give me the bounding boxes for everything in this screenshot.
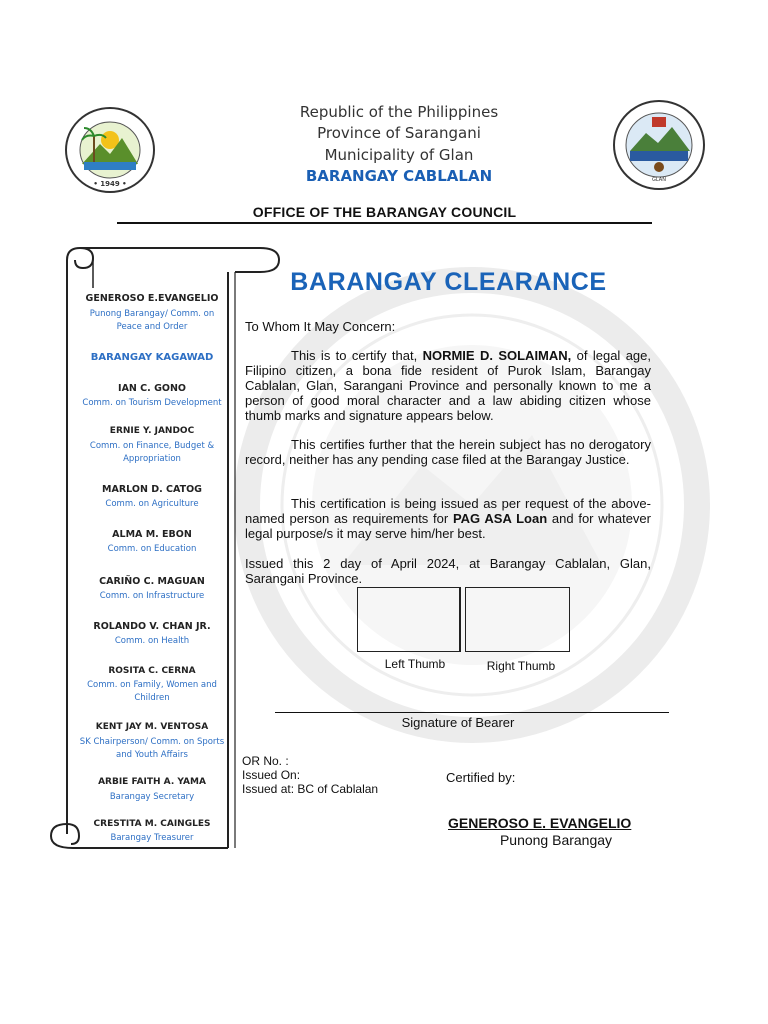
issued-statement: Issued this 2 day of April 2024, at Barangay Cablalan, Glan, Sarangani Province. bbox=[245, 556, 651, 586]
paragraph-purpose-lead: This certification is being issued as per request of the above- named person as requirements for bbox=[245, 496, 651, 526]
issued-at: Issued at: BC of Cablalan bbox=[242, 782, 379, 796]
official-name: ERNIE Y. JANDOC bbox=[109, 426, 195, 436]
official-name: ROSITA C. CERNA bbox=[108, 666, 196, 676]
official-role: Appropriation bbox=[123, 454, 181, 464]
header-province: Province of Sarangani bbox=[317, 124, 481, 142]
right-thumb-label: Right Thumb bbox=[486, 659, 556, 673]
office-divider bbox=[117, 222, 652, 224]
official-role: Barangay Treasurer bbox=[110, 833, 194, 843]
official-role: and Youth Affairs bbox=[116, 750, 188, 760]
left-thumb-label: Left Thumb bbox=[384, 657, 446, 671]
official-role: Children bbox=[134, 693, 170, 703]
official-role: Comm. on Finance, Budget & bbox=[89, 441, 215, 451]
header-barangay: BARANGAY CABLALAN bbox=[305, 167, 493, 185]
issued-on: Issued On: bbox=[242, 768, 301, 782]
bearer-name: NORMIE D. SOLAIMAN, bbox=[422, 348, 572, 363]
svg-text:• 1949 •: • 1949 • bbox=[93, 180, 127, 188]
official-name: CRESTITA M. CAINGLES bbox=[93, 819, 211, 829]
loan-purpose: PAG ASA Loan bbox=[452, 511, 548, 526]
official-head-name: GENEROSO E.EVANGELIO bbox=[85, 293, 219, 304]
official-role: Comm. on Family, Women and bbox=[87, 680, 217, 690]
document-title: BARANGAY CLEARANCE bbox=[290, 268, 607, 296]
signer-name: GENEROSO E. EVANGELIO bbox=[448, 815, 632, 831]
official-name: IAN C. GONO bbox=[118, 383, 186, 394]
svg-text:GLAN: GLAN bbox=[652, 177, 666, 183]
paragraph-certify-body: of legal age, Filipino citizen, a bona fide resident of Purok Islam, Barangay Cablalan, Glan, Sarangani Province and personally known to me a person of good moral character and a law abiding citizen whose thumb marks and signature appears below. bbox=[245, 348, 651, 423]
official-name: ARBIE FAITH A. YAMA bbox=[98, 777, 206, 787]
official-name: MARLON D. CATOG bbox=[102, 484, 202, 495]
official-role: Comm. on Health bbox=[114, 636, 190, 646]
official-name: KENT JAY M. VENTOSA bbox=[95, 722, 209, 732]
signature-line bbox=[275, 712, 669, 713]
salutation: To Whom It May Concern: bbox=[245, 319, 396, 334]
official-role: Comm. on Education bbox=[107, 544, 197, 554]
paragraph-purpose-body: and for whatever legal purpose/s it may serve him/her best. bbox=[245, 511, 651, 541]
paragraph-record: This certifies further that the herein subject has no derogatory record, neither has any pending case filed at the Barangay Justice. bbox=[245, 437, 651, 467]
paragraph-certify-lead: This is to certify that, bbox=[291, 348, 423, 363]
header-republic: Republic of the Philippines bbox=[299, 103, 499, 121]
official-name: CARIÑO C. MAGUAN bbox=[99, 576, 205, 587]
barangay-seal-icon bbox=[64, 106, 156, 194]
paragraph-purpose bbox=[245, 496, 651, 541]
left-thumb-box bbox=[357, 587, 461, 652]
municipal-seal-icon bbox=[612, 99, 706, 191]
official-role: SK Chairperson/ Comm. on Sports bbox=[79, 737, 225, 747]
official-role: Comm. on Infrastructure bbox=[99, 591, 205, 601]
right-thumb-box bbox=[465, 587, 570, 652]
official-role: Barangay Secretary bbox=[109, 792, 195, 802]
certified-by: Certified by: bbox=[446, 770, 516, 785]
official-name: ROLANDO V. CHAN JR. bbox=[93, 621, 211, 632]
kagawad-label: BARANGAY KAGAWAD bbox=[90, 352, 214, 363]
official-name: ALMA M. EBON bbox=[112, 529, 192, 540]
official-head-role-2: Peace and Order bbox=[116, 322, 188, 332]
paragraph-certify bbox=[245, 348, 651, 423]
office-title: OFFICE OF THE BARANGAY COUNCIL bbox=[252, 204, 517, 220]
signature-label: Signature of Bearer bbox=[401, 715, 515, 730]
header-municipality: Municipality of Glan bbox=[324, 146, 474, 164]
or-number: OR No. : bbox=[242, 754, 289, 768]
signer-title: Punong Barangay bbox=[499, 832, 613, 848]
official-role: Comm. on Agriculture bbox=[105, 499, 199, 509]
official-head-role-1: Punong Barangay/ Comm. on bbox=[89, 309, 215, 319]
official-role: Comm. on Tourism Development bbox=[82, 398, 222, 408]
